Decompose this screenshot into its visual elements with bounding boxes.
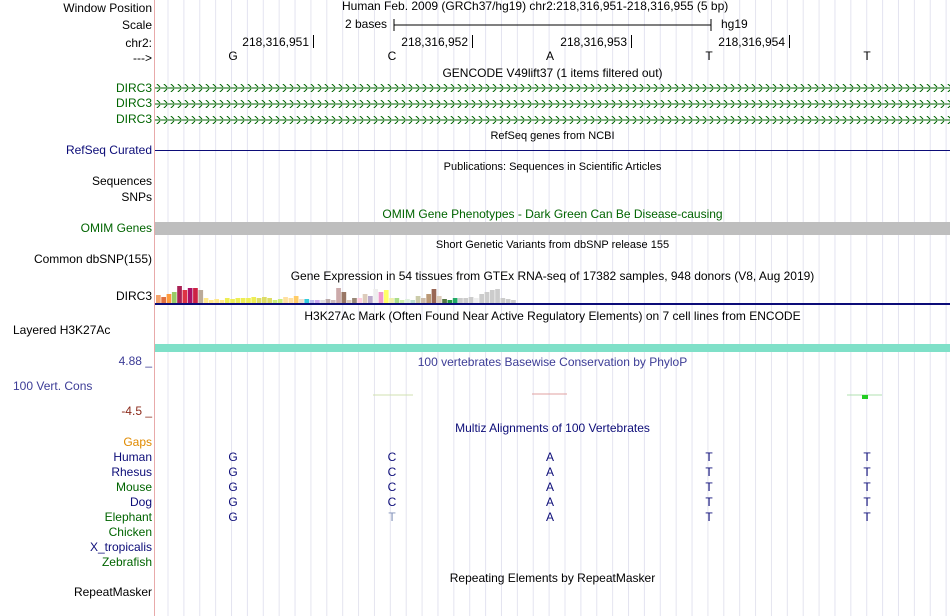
alignment-base: A <box>545 465 554 479</box>
species-label-rhesus[interactable]: Rhesus <box>111 465 152 479</box>
gtex-tissue-bar <box>241 298 246 303</box>
alignment-base: T <box>705 510 713 524</box>
gtex-tissue-bar <box>426 294 431 303</box>
gtex-tissue-bar <box>352 298 357 303</box>
phylop-signal[interactable] <box>155 388 950 404</box>
species-label-x-tropicalis[interactable]: X_tropicalis <box>89 540 152 554</box>
gtex-tissue-bar <box>172 292 177 303</box>
gtex-tissue-bar <box>161 297 166 303</box>
gtex-tissue-bar <box>193 288 198 303</box>
gtex-tissue-bar <box>485 292 490 303</box>
gencode-label-2[interactable]: DIRC3 <box>115 96 152 110</box>
repeatmasker-label[interactable]: RepeatMasker <box>73 585 152 599</box>
gtex-tissue-bar <box>368 296 373 303</box>
window-position-label: Window Position <box>63 1 152 15</box>
scale-bar <box>393 17 713 33</box>
gtex-tissue-bar <box>463 298 468 303</box>
gtex-tissue-bar <box>257 298 262 303</box>
gencode-label-1[interactable]: DIRC3 <box>115 81 152 95</box>
gtex-tissue-bar <box>373 289 378 303</box>
alignment-base: T <box>863 450 871 464</box>
alignment-base: G <box>228 510 238 524</box>
alignment-base: T <box>705 495 713 509</box>
gencode-transcript-1 <box>155 84 950 92</box>
chrom-label: chr2: <box>125 36 152 50</box>
coordinate-label: 218,316,954 <box>718 35 785 49</box>
reference-base: T <box>863 49 871 63</box>
alignment-base: C <box>387 450 397 464</box>
gtex-tissue-bar <box>326 299 331 303</box>
multiz-gaps-label: Gaps <box>123 435 152 449</box>
alignment-base: A <box>545 495 554 509</box>
gencode-transcript-3 <box>155 116 950 124</box>
gtex-tissue-bar <box>458 298 463 303</box>
phylop-max-label: 4.88 _ <box>118 354 152 368</box>
alignment-base: T <box>863 480 871 494</box>
gtex-tissue-bar <box>490 290 495 303</box>
gtex-tissue-bar <box>347 300 352 303</box>
h3k27ac-track-title: H3K27Ac Mark (Often Found Near Active Regulatory Elements) on 7 cell lines from ENCODE <box>304 309 801 323</box>
gtex-tissue-bar <box>225 298 230 303</box>
alignment-base: G <box>228 480 238 494</box>
gtex-tissue-bar <box>320 300 325 303</box>
omim-label[interactable]: OMIM Genes <box>80 221 152 235</box>
gtex-tissue-bar <box>453 298 458 303</box>
gtex-tissue-bar <box>448 300 453 303</box>
alignment-base: G <box>228 495 238 509</box>
alignment-base: C <box>387 465 397 479</box>
gtex-tissue-bar <box>379 292 384 303</box>
species-label-mouse[interactable]: Mouse <box>115 480 152 494</box>
gtex-tissue-bar <box>395 298 400 303</box>
gtex-tissue-bar <box>410 300 415 303</box>
gtex-tissue-bar <box>262 297 267 303</box>
gtex-tissue-bar <box>214 299 219 303</box>
phylop-track-title: 100 vertebrates Basewise Conservation by PhyloP <box>417 355 688 369</box>
gtex-tissue-bar <box>294 296 299 303</box>
gtex-tissue-bar <box>156 295 161 303</box>
h3k27ac-label[interactable]: Layered H3K27Ac <box>13 323 111 337</box>
coordinate-tick <box>472 35 473 48</box>
gtex-tissue-bar <box>304 299 309 303</box>
strand-label: ---> <box>133 51 152 65</box>
gtex-tissue-bar <box>183 290 188 303</box>
alignment-base: A <box>545 510 554 524</box>
h3k27ac-signal[interactable] <box>155 344 950 352</box>
reference-base: A <box>545 49 554 63</box>
gtex-tissue-bar <box>167 294 172 303</box>
omim-track-title: OMIM Gene Phenotypes - Dark Green Can Be Disease-causing <box>382 207 723 221</box>
gtex-tissue-bar <box>501 298 506 303</box>
alignment-base: G <box>228 450 238 464</box>
publications-label-snps[interactable]: SNPs <box>121 190 152 204</box>
gencode-transcript-2 <box>155 100 950 108</box>
gtex-tissue-bar <box>474 298 479 303</box>
coordinate-label: 218,316,951 <box>242 35 309 49</box>
gtex-tissue-bar <box>267 298 272 303</box>
gtex-tissue-bar <box>278 299 283 303</box>
gtex-tissue-bar <box>246 298 251 303</box>
scale-text: 2 bases <box>345 17 388 31</box>
gtex-tissue-bar <box>405 299 410 303</box>
gtex-tissue-bar <box>336 288 341 303</box>
gtex-tissue-bar <box>506 299 511 303</box>
gtex-track-title: Gene Expression in 54 tissues from GTEx RNA-seq of 17382 samples, 948 donors (V8, Aug 2019) <box>290 269 815 283</box>
gtex-tissue-bar <box>283 297 288 303</box>
alignment-base: G <box>228 465 238 479</box>
gtex-label[interactable]: DIRC3 <box>115 289 152 303</box>
gtex-tissue-bar <box>315 300 320 303</box>
gencode-transcripts[interactable] <box>155 80 950 128</box>
gtex-tissue-bar <box>204 298 209 303</box>
alignment-base: T <box>705 450 713 464</box>
coordinate-label: 218,316,952 <box>401 35 468 49</box>
gtex-tissue-bar <box>236 298 241 303</box>
alignment-base: A <box>545 480 554 494</box>
gencode-label-3[interactable]: DIRC3 <box>115 112 152 126</box>
coordinate-label: 218,316,953 <box>560 35 627 49</box>
assembly-label: hg19 <box>721 17 748 31</box>
track-labels-panel <box>0 0 152 616</box>
scale-label: Scale <box>121 18 152 32</box>
multiz-track-title: Multiz Alignments of 100 Vertebrates <box>455 421 650 435</box>
gtex-tissue-bar <box>342 292 347 303</box>
gtex-tissue-bar <box>331 300 336 303</box>
gtex-tissue-bar <box>416 296 421 303</box>
gtex-tissue-bar <box>177 286 182 303</box>
alignment-base: T <box>705 465 713 479</box>
publications-label-sequences[interactable]: Sequences <box>91 174 152 188</box>
gtex-tissue-bar <box>432 289 437 303</box>
gtex-tissue-bar <box>188 288 193 303</box>
species-label-zebrafish[interactable]: Zebrafish <box>101 555 152 569</box>
gtex-tissue-bar <box>310 300 315 303</box>
reference-base: C <box>387 49 397 63</box>
species-label-human[interactable]: Human <box>113 450 152 464</box>
omim-feature-bar[interactable] <box>155 222 950 235</box>
gtex-expression-bars[interactable] <box>155 283 950 305</box>
alignment-base: T <box>388 510 396 524</box>
gtex-tissue-bar <box>198 290 203 303</box>
gtex-tissue-bar <box>437 296 442 303</box>
gtex-tissue-bar <box>511 300 516 303</box>
phylop-label[interactable]: 100 Vert. Cons <box>13 379 93 393</box>
track-display-area[interactable] <box>155 0 950 616</box>
gtex-tissue-bar <box>209 300 214 303</box>
gtex-tissue-bar <box>469 297 474 303</box>
gtex-tissue-bar <box>251 297 256 303</box>
species-label-elephant[interactable]: Elephant <box>104 510 152 524</box>
gtex-tissue-bar <box>389 298 394 303</box>
alignment-base: A <box>545 450 554 464</box>
gtex-tissue-bar <box>400 300 405 303</box>
alignment-base: T <box>705 480 713 494</box>
dbsnp-track-title: Short Genetic Variants from dbSNP release 155 <box>435 239 670 251</box>
alignment-base: T <box>863 495 871 509</box>
species-label-dog[interactable]: Dog <box>129 495 152 509</box>
gtex-tissue-bar <box>230 299 235 303</box>
refseq-label[interactable]: RefSeq Curated <box>65 143 152 157</box>
refseq-track-title: RefSeq genes from NCBI <box>490 130 615 142</box>
reference-base: G <box>228 49 238 63</box>
species-label-chicken[interactable]: Chicken <box>108 525 152 539</box>
gtex-tissue-bar <box>289 298 294 303</box>
gtex-tissue-bar <box>421 298 426 303</box>
repeatmasker-track-title: Repeating Elements by RepeatMasker <box>449 571 656 585</box>
gtex-tissue-bar <box>442 299 447 303</box>
gtex-tissue-bar <box>220 300 225 303</box>
position-title: Human Feb. 2009 (GRCh37/hg19) chr2:218,316,951-218,316,955 (5 bp) <box>342 0 729 13</box>
publications-track-title: Publications: Sequences in Scientific Articles <box>443 161 662 173</box>
gtex-tissue-bar <box>363 294 368 303</box>
gtex-tissue-bar <box>273 300 278 303</box>
alignment-base: C <box>387 495 397 509</box>
alignment-base: T <box>863 465 871 479</box>
refseq-gene-line[interactable] <box>155 150 950 151</box>
gencode-track-title: GENCODE V49lift37 (1 items filtered out) <box>442 66 663 80</box>
alignment-base: C <box>387 480 397 494</box>
gtex-tissue-bar <box>357 298 362 303</box>
reference-base: T <box>705 49 713 63</box>
coordinate-tick <box>313 35 314 48</box>
alignment-base: T <box>863 510 871 524</box>
gtex-tissue-bar <box>495 289 500 303</box>
coordinate-tick <box>631 35 632 48</box>
coordinate-tick <box>789 35 790 48</box>
gtex-tissue-bar <box>299 299 304 303</box>
dbsnp-label[interactable]: Common dbSNP(155) <box>33 252 152 266</box>
gtex-tissue-bar <box>479 294 484 303</box>
gtex-tissue-bar <box>384 290 389 303</box>
phylop-min-label: -4.5 _ <box>121 404 152 418</box>
